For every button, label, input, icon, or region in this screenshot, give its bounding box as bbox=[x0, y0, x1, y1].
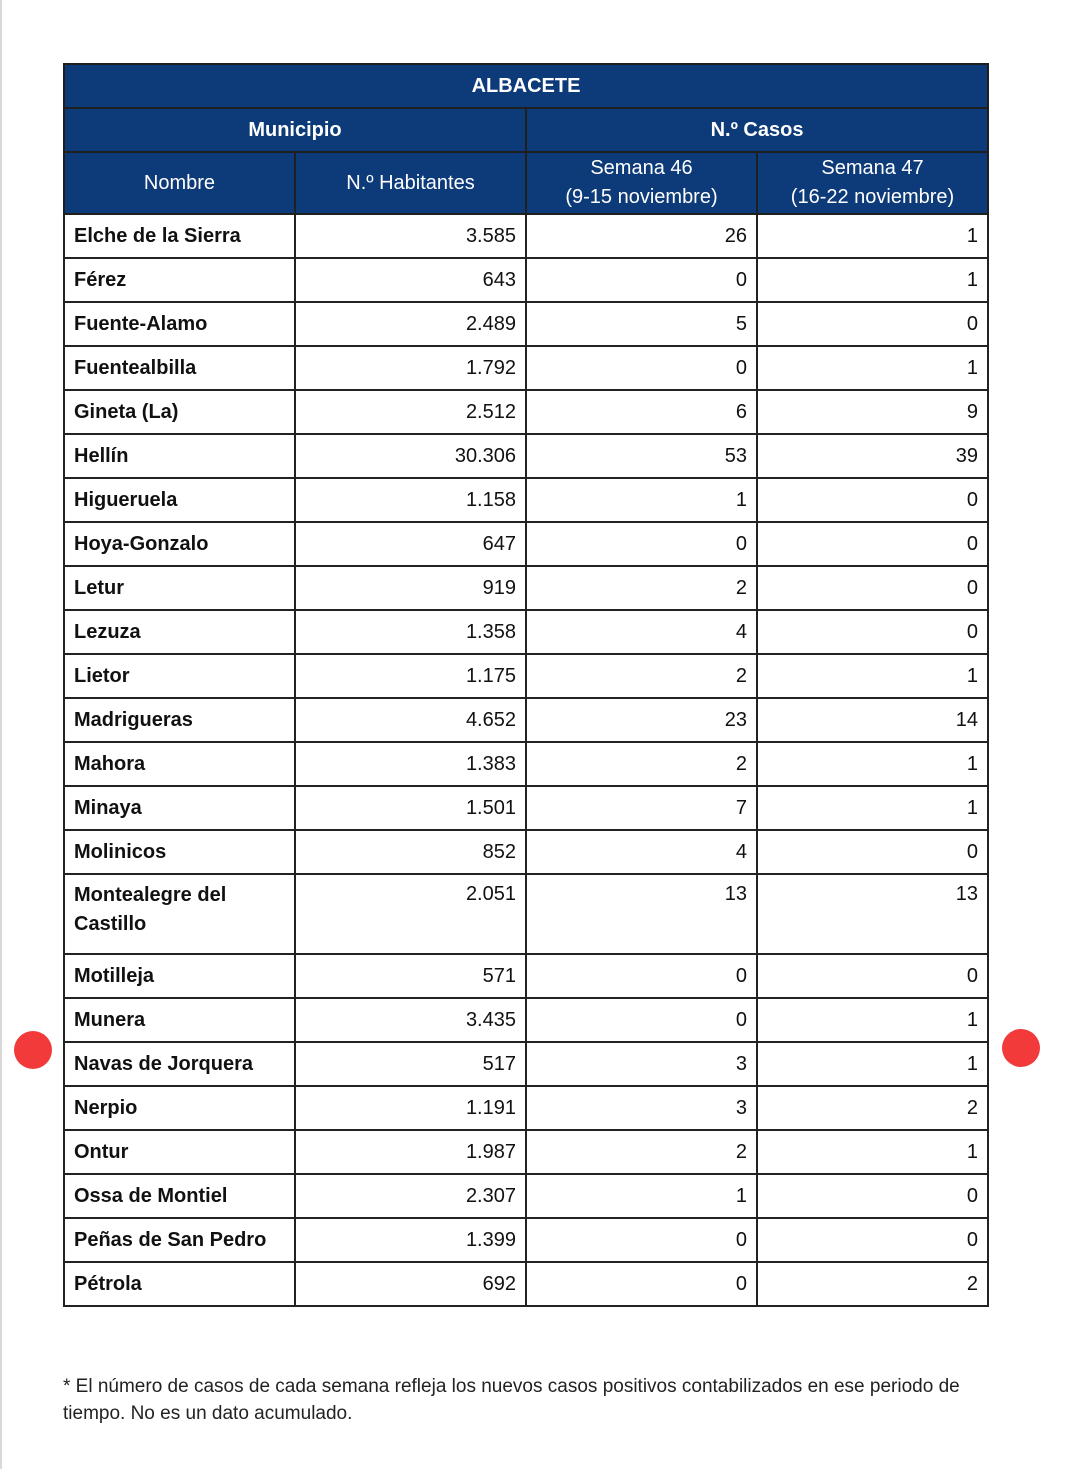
habitantes-cell: 4.652 bbox=[295, 698, 526, 742]
column-header-nombre: Nombre bbox=[64, 152, 295, 214]
semana-46-dates: (9-15 noviembre) bbox=[565, 186, 718, 208]
semana-47-cases-cell: 0 bbox=[757, 1174, 988, 1218]
habitantes-cell: 1.501 bbox=[295, 786, 526, 830]
municipio-name-cell: Mahora bbox=[64, 742, 295, 786]
municipio-name-cell: Ontur bbox=[64, 1130, 295, 1174]
semana-47-cases-cell: 1 bbox=[757, 742, 988, 786]
municipio-name-cell: Motilleja bbox=[64, 954, 295, 998]
footnote: * El número de casos de cada semana refleja los nuevos casos positivos contabilizados en ese periodo de tiempo. No es un dato acumulado. bbox=[63, 1376, 960, 1424]
semana-46-cases-cell: 1 bbox=[526, 478, 757, 522]
semana-47-cases-cell: 2 bbox=[757, 1086, 988, 1130]
table-row bbox=[64, 566, 988, 610]
semana-46-cases-cell: 13 bbox=[526, 874, 757, 954]
semana-46-cases-cell: 7 bbox=[526, 786, 757, 830]
municipio-name-cell: Fuentealbilla bbox=[64, 346, 295, 390]
municipio-name-cell: Férez bbox=[64, 258, 295, 302]
table-row bbox=[64, 654, 988, 698]
semana-47-cases-cell: 13 bbox=[757, 874, 988, 954]
table-row bbox=[64, 1174, 988, 1218]
municipio-name-cell: Munera bbox=[64, 998, 295, 1042]
semana-46-cases-cell: 2 bbox=[526, 1130, 757, 1174]
municipio-name-cell: Pétrola bbox=[64, 1262, 295, 1306]
group-header-municipio: Municipio bbox=[64, 108, 526, 152]
semana-46-cases-cell: 2 bbox=[526, 566, 757, 610]
table-row bbox=[64, 786, 988, 830]
habitantes-cell: 517 bbox=[295, 1042, 526, 1086]
table-row bbox=[64, 346, 988, 390]
municipio-name-cell: Peñas de San Pedro bbox=[64, 1218, 295, 1262]
habitantes-cell: 1.399 bbox=[295, 1218, 526, 1262]
semana-46-cases-cell: 0 bbox=[526, 346, 757, 390]
municipio-name-cell: Madrigueras bbox=[64, 698, 295, 742]
table-row bbox=[64, 874, 988, 954]
habitantes-cell: 2.307 bbox=[295, 1174, 526, 1218]
semana-46-cases-cell: 0 bbox=[526, 522, 757, 566]
table-row bbox=[64, 302, 988, 346]
table-row bbox=[64, 1218, 988, 1262]
table-row bbox=[64, 214, 988, 258]
municipio-name-cell: Nerpio bbox=[64, 1086, 295, 1130]
habitantes-cell: 1.158 bbox=[295, 478, 526, 522]
column-header-row bbox=[64, 152, 988, 214]
table-row bbox=[64, 698, 988, 742]
semana-47-cases-cell: 0 bbox=[757, 830, 988, 874]
habitantes-cell: 2.489 bbox=[295, 302, 526, 346]
table-row bbox=[64, 610, 988, 654]
semana-46-cases-cell: 4 bbox=[526, 610, 757, 654]
red-dot-marker-left bbox=[14, 1031, 52, 1069]
table-row bbox=[64, 830, 988, 874]
semana-46-cases-cell: 0 bbox=[526, 258, 757, 302]
municipio-name-cell: Lezuza bbox=[64, 610, 295, 654]
column-header-habitantes: N.º Habitantes bbox=[295, 152, 526, 214]
semana-46-cases-cell: 26 bbox=[526, 214, 757, 258]
semana-47-cases-cell: 9 bbox=[757, 390, 988, 434]
table-row bbox=[64, 1086, 988, 1130]
semana-47-dates: (16-22 noviembre) bbox=[790, 186, 955, 208]
table-row bbox=[64, 390, 988, 434]
municipio-name-cell: Fuente-Alamo bbox=[64, 302, 295, 346]
table-row bbox=[64, 954, 988, 998]
column-header-semana-46 bbox=[526, 152, 757, 214]
habitantes-cell: 1.358 bbox=[295, 610, 526, 654]
table-row bbox=[64, 998, 988, 1042]
albacete-cases-table bbox=[63, 63, 989, 1307]
semana-46-cases-cell: 3 bbox=[526, 1042, 757, 1086]
semana-47-label: Semana 47 bbox=[821, 157, 924, 179]
semana-47-cases-cell: 0 bbox=[757, 478, 988, 522]
group-header-casos: N.º Casos bbox=[526, 108, 988, 152]
municipio-name-cell: Hellín bbox=[64, 434, 295, 478]
habitantes-cell: 919 bbox=[295, 566, 526, 610]
semana-46-cases-cell: 0 bbox=[526, 1218, 757, 1262]
semana-47-cases-cell: 0 bbox=[757, 302, 988, 346]
semana-46-cases-cell: 0 bbox=[526, 998, 757, 1042]
table-row bbox=[64, 742, 988, 786]
semana-47-cases-cell: 1 bbox=[757, 1042, 988, 1086]
semana-47-cases-cell: 0 bbox=[757, 522, 988, 566]
habitantes-cell: 643 bbox=[295, 258, 526, 302]
habitantes-cell: 571 bbox=[295, 954, 526, 998]
semana-46-cases-cell: 6 bbox=[526, 390, 757, 434]
semana-46-cases-cell: 3 bbox=[526, 1086, 757, 1130]
group-header-row bbox=[64, 108, 988, 152]
municipio-name-cell: Higueruela bbox=[64, 478, 295, 522]
semana-47-cases-cell: 14 bbox=[757, 698, 988, 742]
habitantes-cell: 2.512 bbox=[295, 390, 526, 434]
habitantes-cell: 852 bbox=[295, 830, 526, 874]
table-row bbox=[64, 478, 988, 522]
semana-47-cases-cell: 1 bbox=[757, 258, 988, 302]
semana-46-cases-cell: 0 bbox=[526, 954, 757, 998]
table-row bbox=[64, 522, 988, 566]
table-row bbox=[64, 1130, 988, 1174]
municipio-name-cell: Elche de la Sierra bbox=[64, 214, 295, 258]
habitantes-cell: 692 bbox=[295, 1262, 526, 1306]
municipio-name-cell: Hoya-Gonzalo bbox=[64, 522, 295, 566]
semana-46-cases-cell: 1 bbox=[526, 1174, 757, 1218]
habitantes-cell: 2.051 bbox=[295, 874, 526, 954]
semana-47-cases-cell: 1 bbox=[757, 214, 988, 258]
municipio-name-cell: Letur bbox=[64, 566, 295, 610]
semana-46-cases-cell: 2 bbox=[526, 654, 757, 698]
column-header-semana-47 bbox=[757, 152, 988, 214]
semana-47-cases-cell: 1 bbox=[757, 346, 988, 390]
semana-46-cases-cell: 0 bbox=[526, 1262, 757, 1306]
semana-47-cases-cell: 0 bbox=[757, 954, 988, 998]
red-dot-marker-right bbox=[1002, 1029, 1040, 1067]
table-row bbox=[64, 1042, 988, 1086]
semana-47-cases-cell: 39 bbox=[757, 434, 988, 478]
semana-46-cases-cell: 4 bbox=[526, 830, 757, 874]
semana-46-label: Semana 46 bbox=[590, 157, 693, 179]
habitantes-cell: 30.306 bbox=[295, 434, 526, 478]
habitantes-cell: 1.191 bbox=[295, 1086, 526, 1130]
habitantes-cell: 1.383 bbox=[295, 742, 526, 786]
habitantes-cell: 1.175 bbox=[295, 654, 526, 698]
municipio-name-cell: Navas de Jorquera bbox=[64, 1042, 295, 1086]
semana-47-cases-cell: 0 bbox=[757, 610, 988, 654]
semana-47-cases-cell: 1 bbox=[757, 998, 988, 1042]
semana-46-cases-cell: 23 bbox=[526, 698, 757, 742]
semana-47-cases-cell: 1 bbox=[757, 1130, 988, 1174]
municipio-name-cell: Gineta (La) bbox=[64, 390, 295, 434]
table-row bbox=[64, 434, 988, 478]
page-edge-rule bbox=[0, 0, 2, 1469]
semana-46-cases-cell: 5 bbox=[526, 302, 757, 346]
table-title: ALBACETE bbox=[64, 64, 988, 108]
municipio-name-cell: Lietor bbox=[64, 654, 295, 698]
habitantes-cell: 1.792 bbox=[295, 346, 526, 390]
municipio-name-cell: Molinicos bbox=[64, 830, 295, 874]
semana-47-cases-cell: 0 bbox=[757, 1218, 988, 1262]
habitantes-cell: 3.585 bbox=[295, 214, 526, 258]
semana-47-cases-cell: 0 bbox=[757, 566, 988, 610]
semana-47-cases-cell: 1 bbox=[757, 654, 988, 698]
table-row bbox=[64, 258, 988, 302]
semana-47-cases-cell: 2 bbox=[757, 1262, 988, 1306]
semana-46-cases-cell: 53 bbox=[526, 434, 757, 478]
table-title-row bbox=[64, 64, 988, 108]
table-row bbox=[64, 1262, 988, 1306]
municipio-name-cell: Minaya bbox=[64, 786, 295, 830]
habitantes-cell: 3.435 bbox=[295, 998, 526, 1042]
semana-46-cases-cell: 2 bbox=[526, 742, 757, 786]
municipio-name-cell: Ossa de Montiel bbox=[64, 1174, 295, 1218]
semana-47-cases-cell: 1 bbox=[757, 786, 988, 830]
habitantes-cell: 647 bbox=[295, 522, 526, 566]
habitantes-cell: 1.987 bbox=[295, 1130, 526, 1174]
municipio-name-cell: Montealegre del Castillo bbox=[64, 874, 295, 954]
